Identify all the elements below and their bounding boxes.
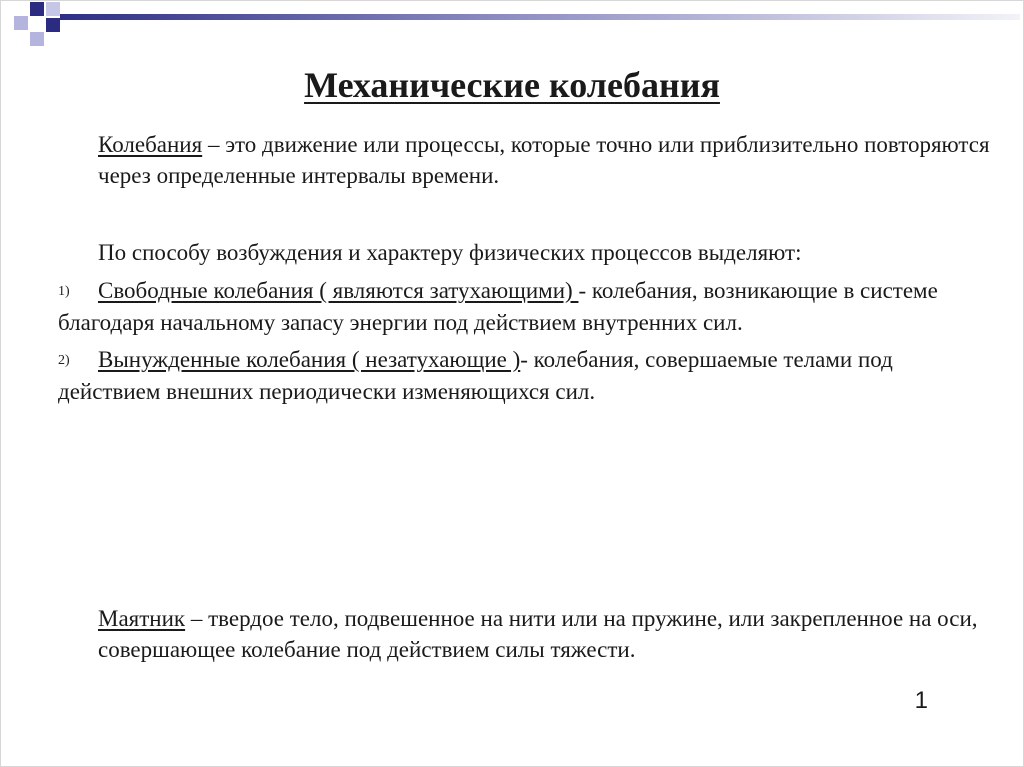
deco-square-navy-1 bbox=[30, 2, 44, 16]
page-number: 1 bbox=[914, 687, 928, 714]
free-oscillations-term: Свободные колебания ( являются затухающими) bbox=[98, 278, 579, 303]
definition-paragraph bbox=[58, 129, 998, 191]
classification-intro: По способу возбуждения и характеру физических процессов выделяют: bbox=[98, 240, 802, 265]
list-number-2: 2) bbox=[58, 353, 70, 368]
list-item-2 bbox=[58, 344, 958, 407]
slide-title: Механические колебания bbox=[304, 65, 720, 105]
forced-oscillations-term: Вынужденные колебания ( незатухающие ) bbox=[98, 347, 521, 372]
pendulum-term: Маятник bbox=[98, 606, 186, 631]
pendulum-text: – твердое тело, подвешенное на нити или на пружине, или закрепленное на оси, совершающее колебание под действием силы тяжести. bbox=[98, 606, 978, 662]
list-number-1: 1) bbox=[58, 284, 70, 299]
forced-oscillations-text: - колебания, совершаемые телами под действием внешних периодически изменяющихся сил. bbox=[58, 347, 893, 404]
deco-square-navy-2 bbox=[46, 18, 60, 32]
definition-term: Колебания bbox=[98, 132, 203, 157]
free-oscillations-text: - колебания, возникающие в системе благодаря начальному запасу энергии под действием внутренних сил. bbox=[58, 278, 938, 335]
list-item-1 bbox=[58, 275, 958, 338]
deco-square-light-1 bbox=[14, 16, 28, 30]
pendulum-paragraph bbox=[58, 603, 998, 665]
header-decoration bbox=[0, 0, 1024, 60]
header-gradient-bar bbox=[60, 14, 1020, 20]
definition-text: – это движение или процессы, которые точно или приблизительно повторяются через определенные интервалы времени. bbox=[98, 132, 990, 188]
deco-square-light-2 bbox=[46, 2, 60, 16]
deco-square-light-3 bbox=[30, 32, 44, 46]
